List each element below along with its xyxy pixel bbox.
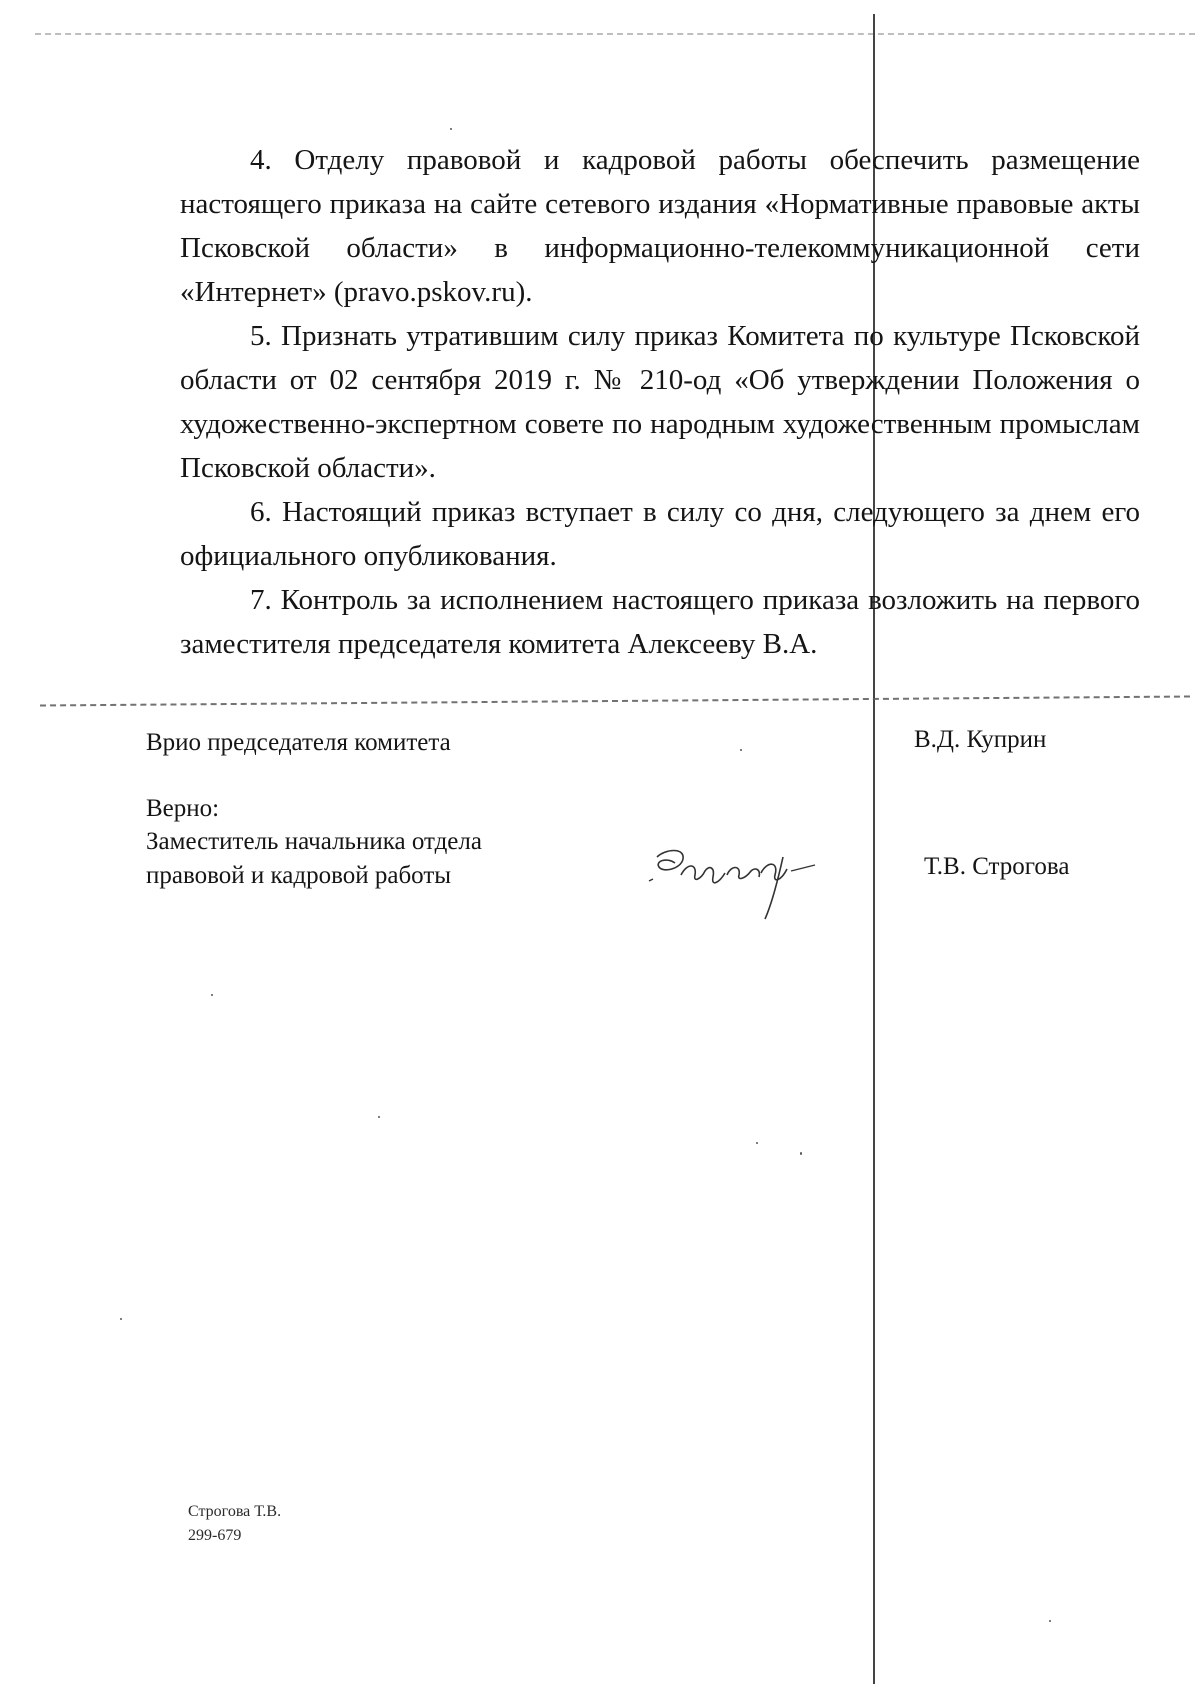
certified-label: Верно: xyxy=(146,795,220,822)
footer-contact xyxy=(188,1500,281,1548)
scan-speck xyxy=(120,1318,122,1320)
handwritten-signature xyxy=(645,845,835,925)
footer-phone: 299-679 xyxy=(188,1527,242,1544)
paragraph-4: 4. Отделу правовой и кадровой работы обеспечить размещение настоящего приказа на сайте сетевого издания «Нормативные правовые акты Псковской области» в информационно-телекоммуникационной сети «Интернет» (pravo.pskov.ru). xyxy=(180,144,1140,308)
scan-speck xyxy=(211,994,213,996)
deputy-name: Т.В. Строгова xyxy=(924,853,1070,880)
scan-speck xyxy=(740,749,742,751)
separator-line xyxy=(40,695,1190,706)
scan-speck xyxy=(450,128,452,130)
acting-chair-title: Врио председателя комитета xyxy=(146,729,451,756)
deputy-title-line1: Заместитель начальника отдела xyxy=(146,828,482,855)
acting-chair-name: В.Д. Куприн xyxy=(914,726,1047,753)
paragraph-5: 5. Признать утратившим силу приказ Комитета по культуре Псковской области от 02 сентября 2019 г. № 210-од «Об утверждении Положения о художественно-экспертном совете по народным художественным промыслам Псковской области». xyxy=(180,320,1140,484)
deputy-title-line2: правовой и кадровой работы xyxy=(146,862,452,889)
document-body xyxy=(180,138,1140,666)
scan-speck xyxy=(800,1152,802,1155)
scan-artifact-top-line xyxy=(35,33,1195,35)
paragraph-7: 7. Контроль за исполнением настоящего приказа возложить на первого заместителя председателя комитета Алексееву В.А. xyxy=(180,584,1140,660)
footer-author: Строгова Т.В. xyxy=(188,1503,282,1520)
scan-speck xyxy=(1049,1620,1051,1622)
paragraph-6: 6. Настоящий приказ вступает в силу со дня, следующего за днем его официального опубликования. xyxy=(180,496,1140,572)
deputy-title xyxy=(146,825,586,893)
scan-speck xyxy=(378,1116,380,1118)
scan-speck xyxy=(756,1142,758,1144)
